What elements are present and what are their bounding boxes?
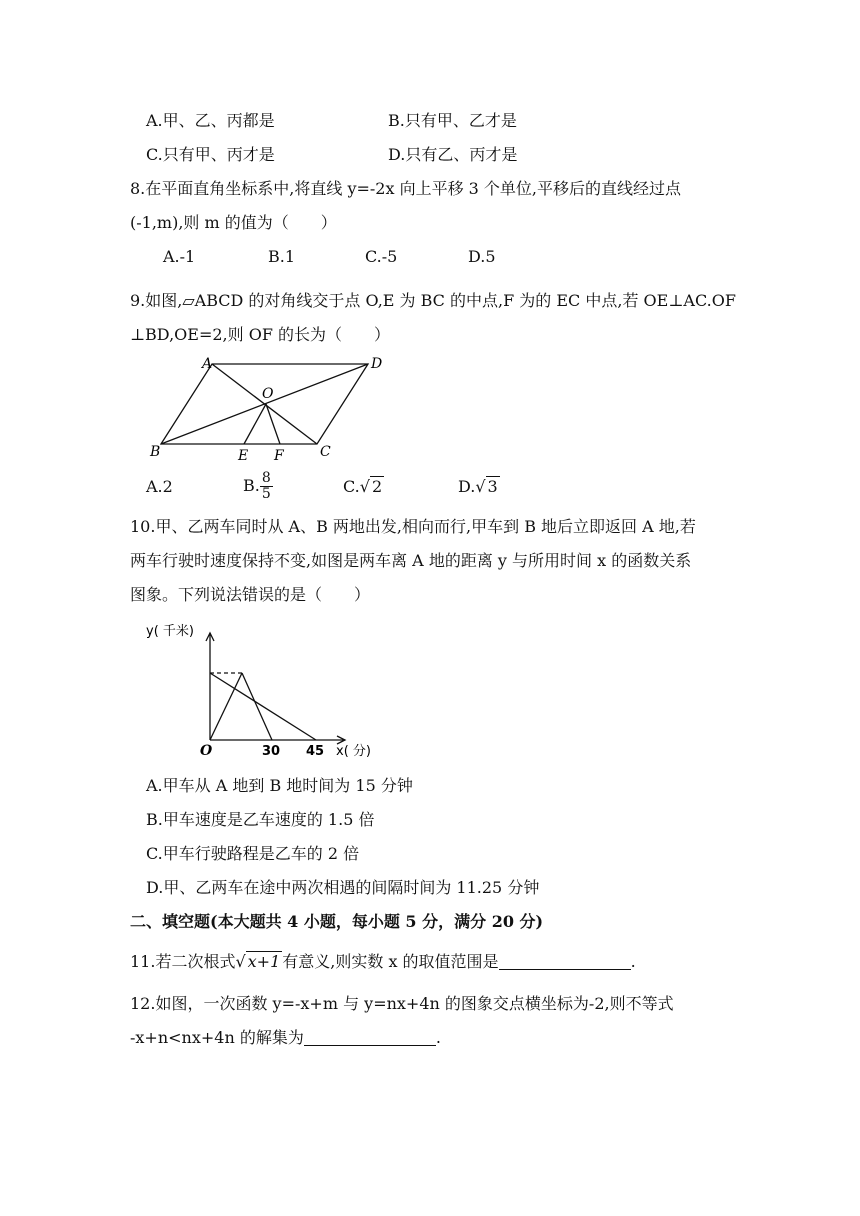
graph-origin-label: O bbox=[200, 743, 213, 759]
q10-option-a: A.甲车从 A 地到 B 地时间为 15 分钟 bbox=[146, 776, 413, 795]
answer-blank[interactable] bbox=[304, 1029, 436, 1046]
section-title: 二、填空题(本大题共 4 小题，每小题 5 分，满分 20 分) bbox=[130, 912, 544, 931]
fraction bbox=[260, 471, 273, 502]
q10-option-c: C.甲车行驶路程是乙车的 2 倍 bbox=[146, 844, 360, 863]
fraction-numerator: 8 bbox=[261, 470, 271, 486]
graph-y-axis-label: y( 千米) bbox=[146, 624, 194, 639]
q12-prefix: -x+n<nx+4n 的解集为 bbox=[130, 1028, 304, 1047]
q10-stem-line2: 两车行驶时速度保持不变,如图是两车离 A 地的距离 y 与所用时间 x 的函数关系 bbox=[130, 551, 692, 570]
label-a: A bbox=[202, 356, 213, 372]
q10-stem-line3: 图象。下列说法错误的是（ ） bbox=[130, 585, 371, 604]
q10-option-d: D.甲、乙两车在途中两次相遇的间隔时间为 11.25 分钟 bbox=[146, 878, 540, 897]
q10-option-b: B.甲车速度是乙车速度的 1.5 倍 bbox=[146, 810, 375, 829]
radicand: 3 bbox=[487, 477, 498, 496]
label-c: C bbox=[320, 444, 331, 460]
answer-blank[interactable] bbox=[499, 953, 631, 970]
q11-stem bbox=[130, 951, 636, 973]
q9-option-d-prefix: D. bbox=[458, 477, 476, 496]
fraction-denominator: 5 bbox=[261, 486, 271, 502]
q9-stem-line2: ⊥BD,OE=2,则 OF 的长为（ ） bbox=[130, 325, 391, 344]
q7-option-c: C.只有甲、丙才是 bbox=[146, 145, 275, 164]
q8-option-c: C.-5 bbox=[365, 247, 398, 266]
label-e: E bbox=[238, 448, 249, 464]
q9-option-c bbox=[343, 476, 384, 498]
q11-end: . bbox=[630, 952, 636, 971]
label-o: O bbox=[262, 386, 274, 402]
graph-tick-45: 45 bbox=[306, 744, 325, 759]
q12-end: . bbox=[435, 1028, 441, 1047]
q11-prefix: 11.若二次根式 bbox=[130, 952, 236, 971]
q10-stem-line1: 10.甲、乙两车同时从 A、B 两地出发,相向而行,甲车到 B 地后立即返回 A 地,若 bbox=[130, 517, 696, 536]
q8-stem-line2: (-1,m),则 m 的值为（ ） bbox=[130, 213, 337, 232]
q7-option-b: B.只有甲、乙才是 bbox=[388, 111, 517, 130]
q7-option-d: D.只有乙、丙才是 bbox=[388, 145, 518, 164]
q9-option-a: A.2 bbox=[146, 477, 173, 496]
q12-stem-line2 bbox=[130, 1027, 441, 1049]
q8-option-a: A.-1 bbox=[163, 247, 196, 266]
label-d: D bbox=[371, 356, 383, 372]
label-b: B bbox=[150, 444, 161, 460]
radicand: x+1 bbox=[247, 952, 281, 971]
radicand: 2 bbox=[371, 477, 383, 496]
graph-x-axis-label: x( 分) bbox=[336, 744, 371, 759]
q9-option-b bbox=[243, 466, 273, 506]
q11-suffix: 有意义,则实数 x 的取值范围是 bbox=[282, 952, 499, 971]
q8-option-b: B.1 bbox=[268, 247, 296, 266]
sqrt-expression: √ x+1 bbox=[235, 952, 281, 971]
q9-option-d bbox=[458, 476, 500, 498]
distance-time-graph bbox=[140, 615, 380, 760]
graph-tick-30: 30 bbox=[262, 744, 281, 759]
q12-stem-line1: 12.如图，一次函数 y=-x+m 与 y=nx+4n 的图象交点横坐标为-2,则不等式 bbox=[130, 994, 674, 1013]
sqrt-expression: √ 3 bbox=[475, 477, 498, 496]
sqrt-expression: √ 2 bbox=[359, 477, 383, 496]
q7-option-a: A.甲、乙、丙都是 bbox=[146, 111, 275, 130]
q9-stem-line1: 9.如图,▱ABCD 的对角线交于点 O,E 为 BC 的中点,F 为的 EC 中点,若 OE⊥AC.OF bbox=[130, 291, 736, 310]
parallelogram-figure bbox=[140, 350, 400, 465]
q9-option-c-prefix: C. bbox=[343, 477, 360, 496]
q9-option-b-prefix: B. bbox=[243, 476, 260, 495]
q8-stem-line1: 8.在平面直角坐标系中,将直线 y=-2x 向上平移 3 个单位,平移后的直线经过点 bbox=[130, 179, 682, 198]
q8-option-d: D.5 bbox=[468, 247, 496, 266]
label-f: F bbox=[274, 448, 284, 464]
